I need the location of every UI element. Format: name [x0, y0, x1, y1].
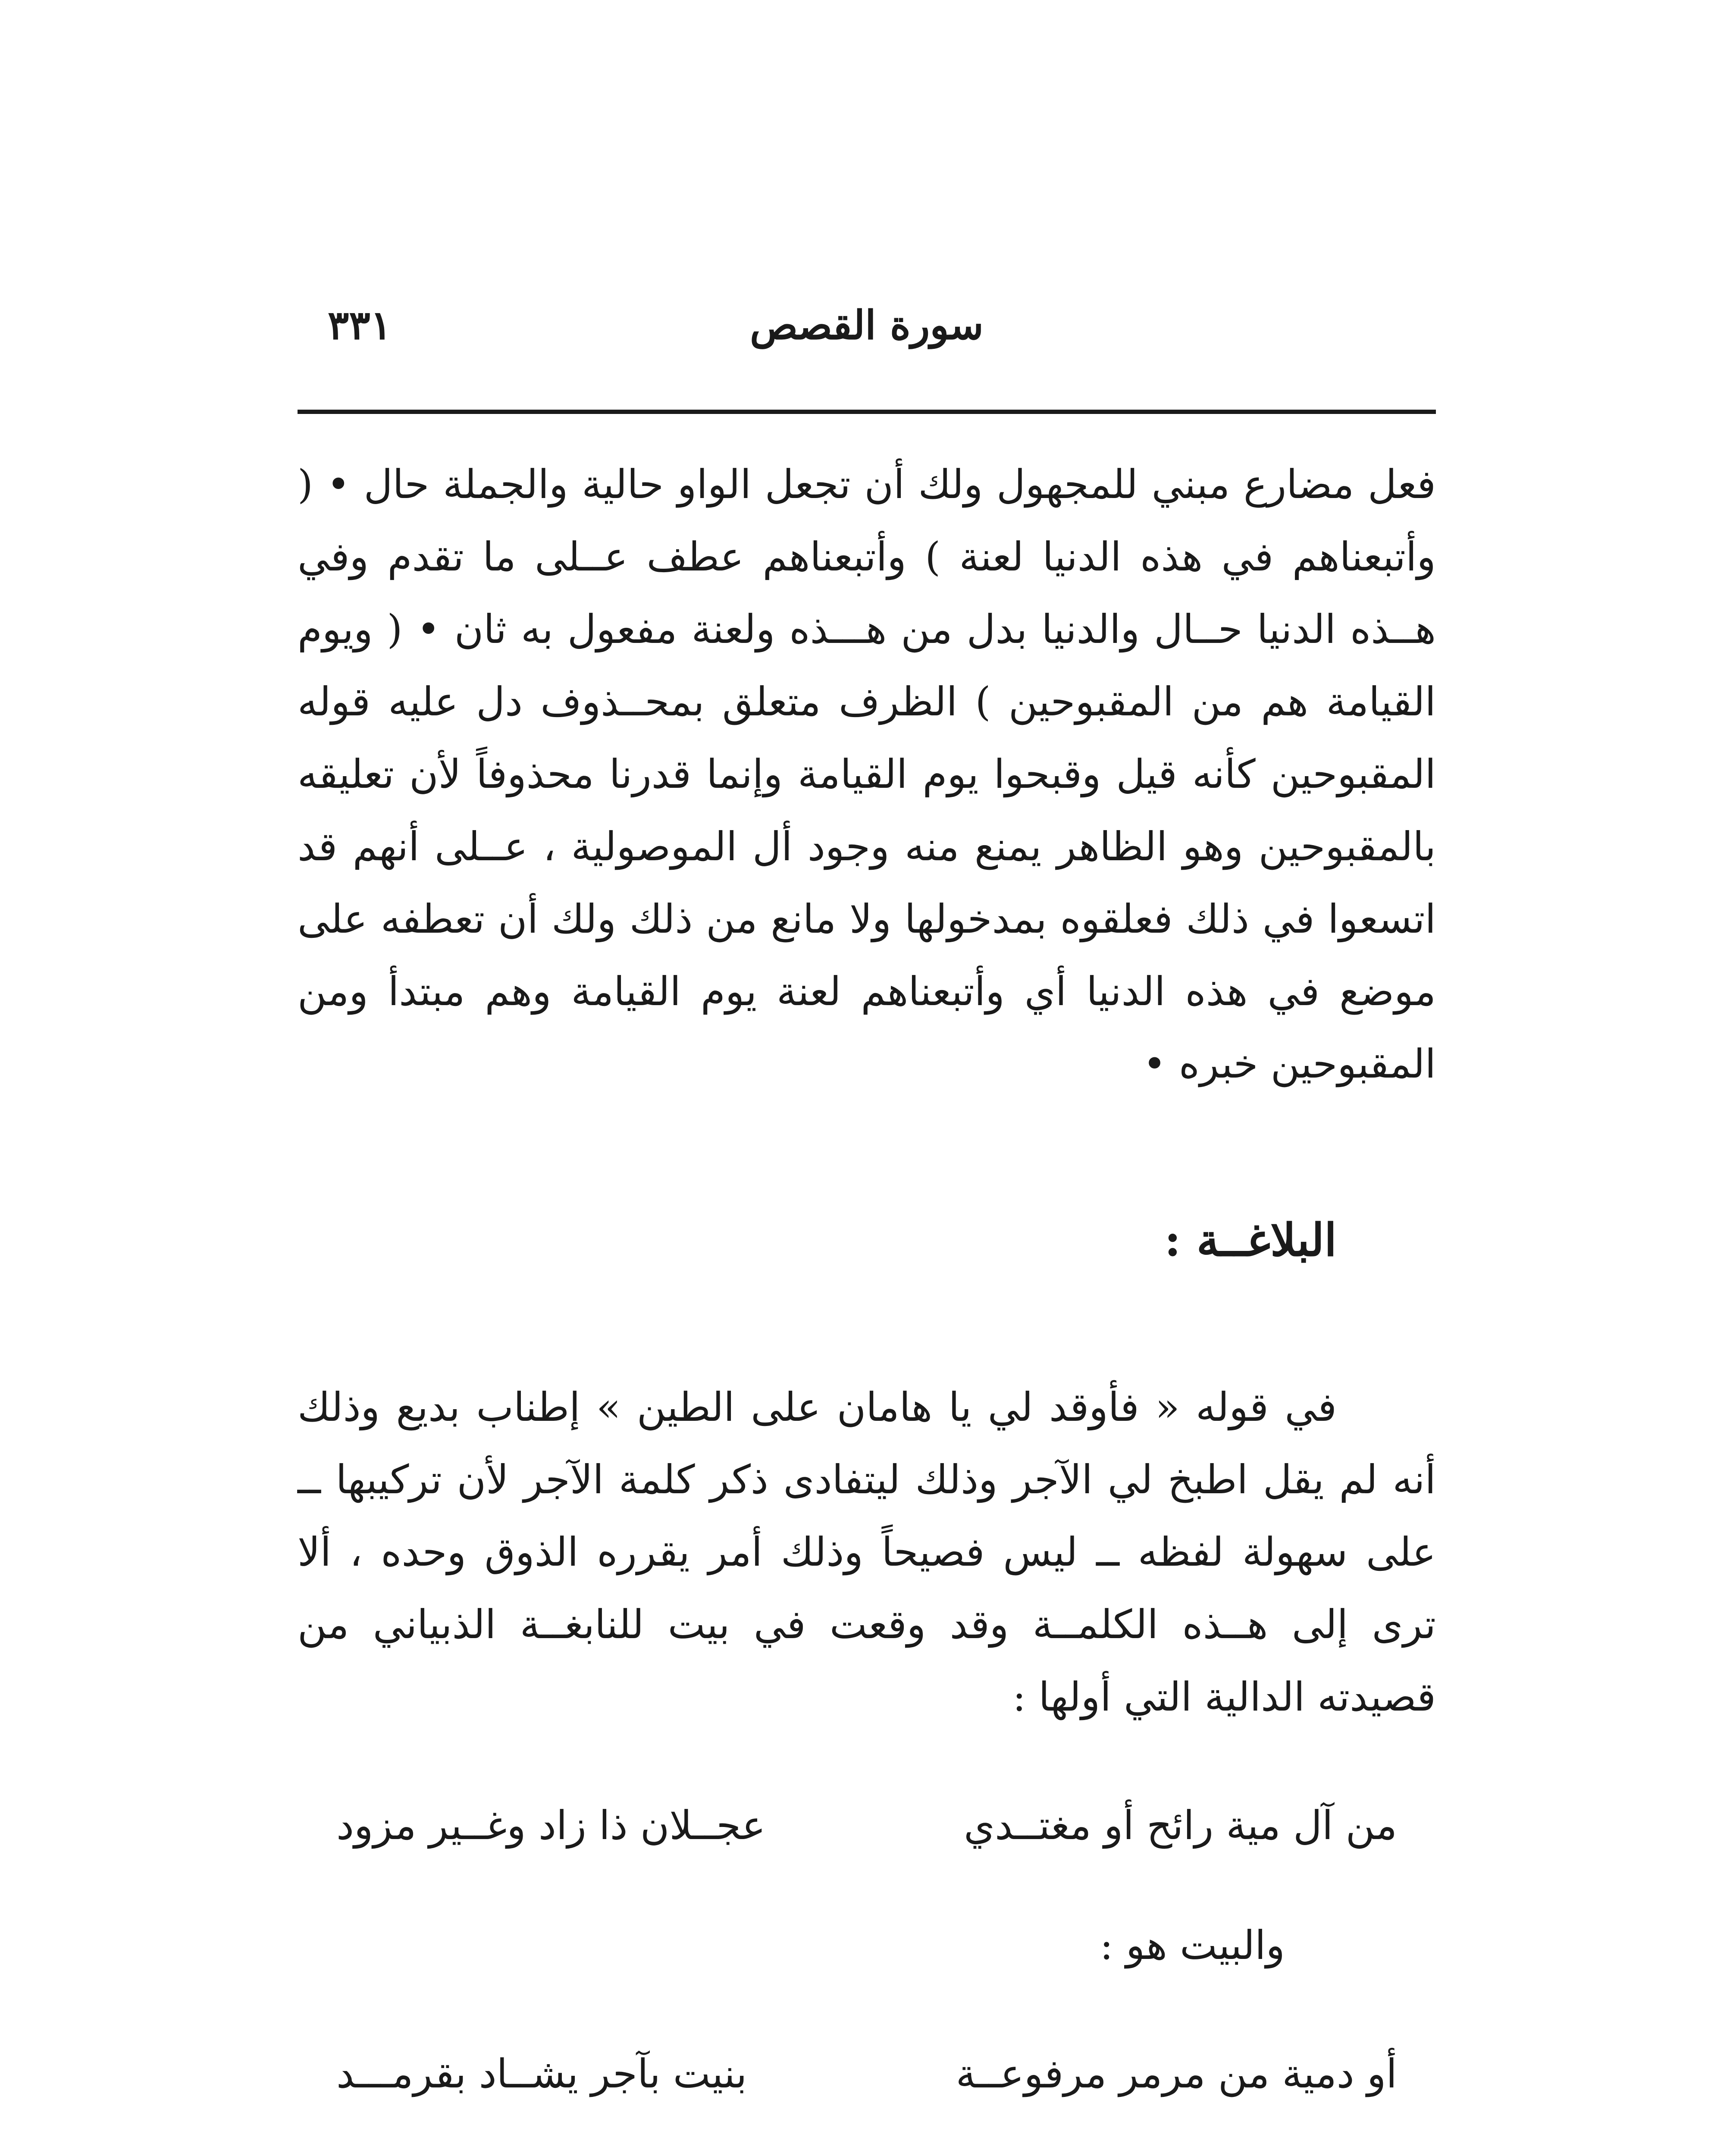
page-header	[298, 302, 1436, 367]
section-heading-balagha: البلاغــة :	[1164, 1213, 1337, 1266]
paragraph-rhetoric: في قوله « فأوقد لي يا هامان على الطين » إطناب بديع وذلك أنه لم يقل اطبخ لي الآجر وذلك ليتفادى ذكر كلمة الآجر لأن تركيبها ــ على سهولة لفظه ــ ليس فصيحاً وذلك أمر يقرره الذوق وحده ، ألا ترى إلى هــذه الكلمــة وقد وقعت في بيت للنابغــة الذبياني من قصيدته الدالية التي أولها :	[298, 1384, 1436, 1720]
verse-1-first-hemistich: من آل مية رائح أو مغتــدي	[964, 1802, 1397, 1849]
poetry-verse-2	[298, 2038, 1436, 2110]
verse-intro: والبيت هو :	[1100, 1922, 1285, 1968]
page-number: ٣٣١	[328, 302, 392, 348]
verse-2-first-hemistich: أو دمية من مرمر مرفوعــة	[956, 2051, 1397, 2097]
page-content	[298, 448, 1436, 2156]
poetry-verse-1	[298, 1789, 1436, 1862]
paragraph-grammar: فعل مضارع مبني للمجهول ولك أن تجعل الواو حالية والجملة حال • ( وأتبعناهم في هذه الدنيا لعنة ) وأتبعناهم عطف عــلى ما تقدم وفي هــذه الدنيا حــال والدنيا بدل من هـــذه ولعنة مفعول به ثان • ( ويوم القيامة هم من المقبوحين ) الظرف متعلق بمحــذوف دل عليه قوله المقبوحين كأنه قيل وقبحوا يوم القيامة وإنما قدرنا محذوفاً لأن تعليقه بالمقبوحين وهو الظاهر يمنع منه وجود أل الموصولية ، عــلى أنهم قد اتسعوا في ذلك فعلقوه بمدخولها ولا مانع من ذلك ولك أن تعطفه على موضع في هذه الدنيا أي وأتبعناهم لعنة يوم القيامة وهم مبتدأ ومن المقبوحين خبره •	[298, 461, 1436, 1087]
surah-title: سورة القصص	[750, 302, 984, 348]
header-rule	[298, 410, 1436, 414]
verse-2-second-hemistich: بنيت بآجر يشــاد بقرمـــد	[336, 2051, 747, 2097]
verse-1-second-hemistich: عجــلان ذا زاد وغــير مزود	[336, 1802, 766, 1849]
